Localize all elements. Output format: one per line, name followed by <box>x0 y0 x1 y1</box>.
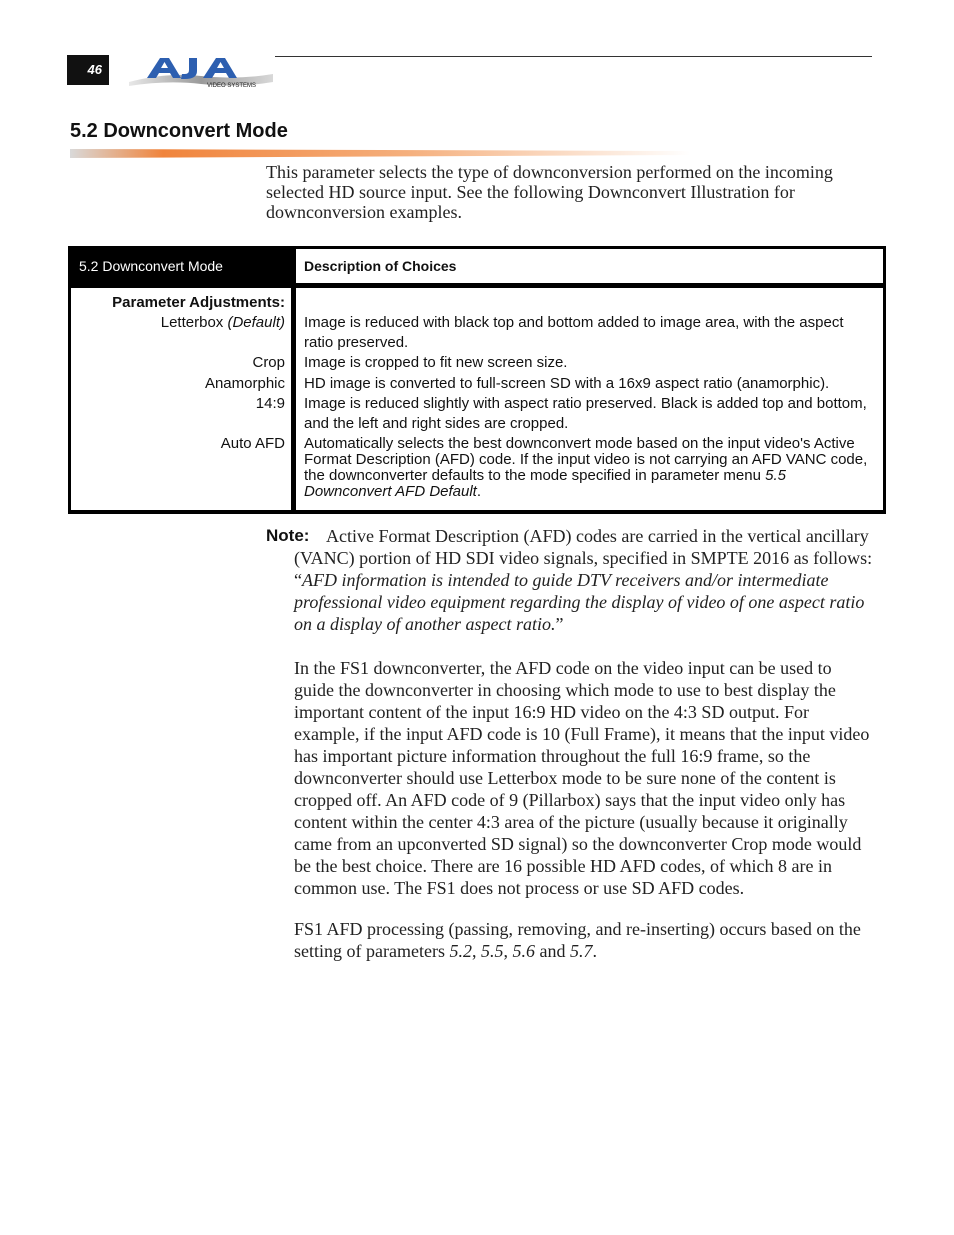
label-crop: Crop <box>252 354 285 371</box>
logo-subtext: VIDEO SYSTEMS <box>207 83 257 89</box>
ref-and: and <box>534 941 570 961</box>
desc-crop: Image is cropped to fit new screen size. <box>304 354 568 371</box>
note-paragraph-2: In the FS1 downconverter, the AFD code on the video input can be used to guide the downconverter in choosing which mode to use to best display the important content of the input 16:9 HD video on the 4:3 SD output. For example, if the input AFD code is 10 (Full Frame), it means that the input video has important picture information throughout the full 16:9 frame, so the downconverter should use Letterbox mode to be sure none of the content is cropped off. An AFD code of 9 (Pillarbox) says that the input video only has content within the center 4:3 area of the picture (usually because it originally came from an upconverted SD signal) so the downconverter Crop mode would be the best choice. There are 16 possible HD AFD codes, of which 8 are in common use. The FS1 does not process or use SD AFD codes. <box>294 658 870 898</box>
note-p3-text: FS1 AFD processing (passing, removing, and re-inserting) occurs based on the setting of parameters <box>294 919 861 961</box>
heading-underline <box>70 147 690 159</box>
label-letterbox-text: Letterbox <box>160 314 224 331</box>
param-ref-5-2[interactable]: 5.2 <box>449 941 472 961</box>
note-label: Note: <box>266 526 310 545</box>
table-descriptions-column <box>296 288 883 510</box>
param-ref-5-7[interactable]: 5.7 <box>569 941 593 961</box>
parameter-adjustments-heading: Parameter Adjustments: <box>112 294 285 311</box>
ref-sep: , <box>503 941 513 961</box>
desc-anamorphic: HD image is converted to full-screen SD with a 16x9 aspect ratio (anamorphic). <box>304 375 830 392</box>
table-header-description: Description of Choices <box>296 249 883 283</box>
ref-end: . <box>592 941 597 961</box>
note-paragraph-1 <box>294 525 874 635</box>
aja-logo <box>127 52 275 90</box>
param-ref-5-6[interactable]: 5.6 <box>512 941 535 961</box>
desc-letterbox: Image is reduced with black top and bottom added to image area, with the aspect ratio preserved. <box>304 314 844 351</box>
desc-14-9: Image is reduced slightly with aspect ratio preserved. Black is added top and bottom, and the left and right sides are cropped. <box>304 395 867 432</box>
section-title: 5.2 Downconvert Mode <box>70 120 288 142</box>
table-labels-column <box>71 288 291 510</box>
smpte-quote: AFD information is intended to guide DTV receivers and/or intermediate professional video equipment regarding the display of video of one aspect ratio on a display of another aspect ratio. <box>294 570 865 634</box>
param-ref-5-5[interactable]: 5.5 <box>480 941 504 961</box>
afd-default-menu-link[interactable]: 5.5 Downconvert AFD Default <box>304 467 786 500</box>
label-letterbox <box>161 314 285 331</box>
header-rule <box>275 56 872 57</box>
label-auto-afd: Auto AFD <box>220 435 285 452</box>
label-default-suffix: (Default) <box>227 314 285 331</box>
note-paragraph-1-body <box>294 525 874 635</box>
table-header-parameter: 5.2 Downconvert Mode <box>71 249 291 283</box>
note-p1-close: ” <box>555 614 564 634</box>
desc-auto-afd <box>304 436 876 500</box>
desc-auto-afd-end: . <box>476 483 482 500</box>
intro-paragraph: This parameter selects the type of downconversion performed on the incoming selected HD source input. See the following Downconvert Illustration for downconversion examples. <box>266 162 833 222</box>
desc-auto-afd-text: Automatically selects the best downconvert mode based on the input video's Active Format Description (AFD) code. If the input video is not carrying an AFD VANC code, the downconverter defaults to the mode specified in parameter menu <box>304 435 868 484</box>
note-paragraph-3 <box>294 918 874 962</box>
note-p1-text: Active Format Description (AFD) codes are carried in the vertical ancillary (VANC) portion of HD SDI video signals, specified in SMPTE 2016 as follows: “ <box>294 526 873 590</box>
label-anamorphic: Anamorphic <box>204 375 285 392</box>
page-number: 46 <box>67 55 109 85</box>
label-14-9: 14:9 <box>255 395 285 412</box>
ref-sep: , <box>471 941 481 961</box>
